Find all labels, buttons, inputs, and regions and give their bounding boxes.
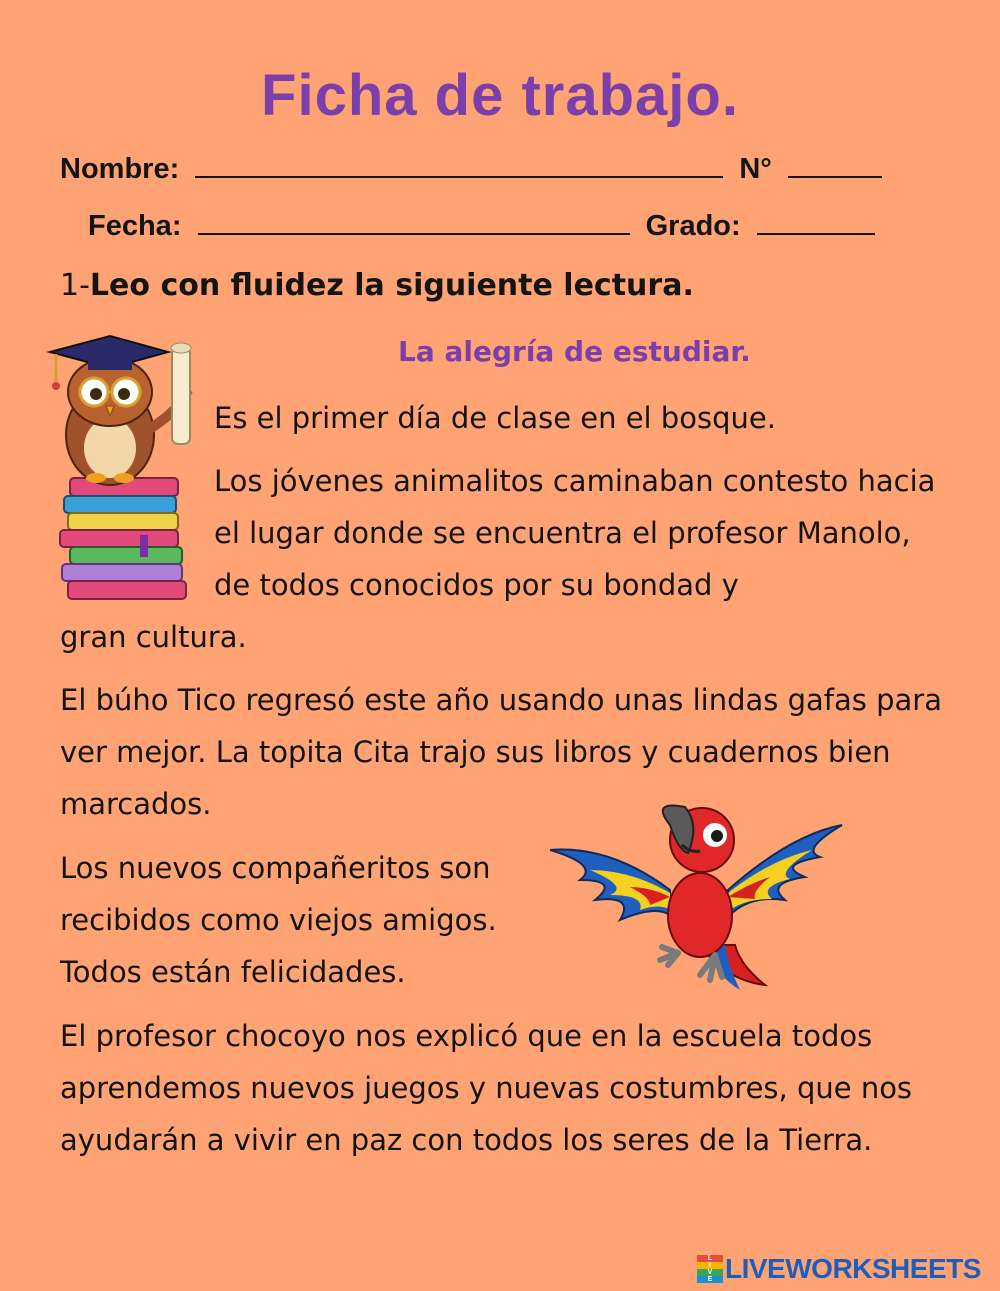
parrot-left-wing xyxy=(550,850,670,921)
name-blank[interactable] xyxy=(195,154,723,178)
owl-with-books-icon xyxy=(40,330,200,610)
number-label: N° xyxy=(739,153,772,185)
story-title: La alegría de estudiar. xyxy=(398,335,751,368)
liveworksheets-logo[interactable] xyxy=(697,1254,981,1284)
name-label: Nombre: xyxy=(60,153,180,185)
story-paragraph-1: Es el primer día de clase en el bosque. xyxy=(214,401,776,435)
liveworksheets-text: LIVEWORKSHEETS xyxy=(725,1253,981,1284)
page-title: Ficha de trabajo. xyxy=(261,63,739,128)
books-stack xyxy=(60,478,186,599)
grade-blank[interactable] xyxy=(757,211,875,235)
grade-label: Grado: xyxy=(645,210,741,242)
instruction-number: 1- xyxy=(60,268,90,303)
date-label: Fecha: xyxy=(88,210,182,242)
owl-body xyxy=(50,336,191,485)
date-blank[interactable] xyxy=(198,211,630,235)
story-paragraph-3: El búho Tico regresó este año usando unas lindas gafas para ver mejor. La topita Cita trajo sus libros y cuadernos bien marcados. xyxy=(60,683,942,821)
story-paragraph-5: El profesor chocoyo nos explicó que en la escuela todos aprendemos nuevos juegos y nuevas costumbres, que nos ayudarán a vivir en paz con todos los seres de la Tierra. xyxy=(60,1019,913,1157)
liveworksheets-icon: L I V E xyxy=(697,1255,723,1283)
instruction xyxy=(60,268,694,303)
name-row xyxy=(60,153,890,186)
instruction-text: Leo con fluidez la siguiente lectura. xyxy=(89,268,694,303)
story-paragraph-2-continued: gran cultura. xyxy=(60,620,247,654)
story-paragraph-4: Los nuevos compañeritos son recibidos como viejos amigos. Todos están felicidades. xyxy=(60,851,497,989)
red-parrot-icon xyxy=(550,795,850,995)
number-blank[interactable] xyxy=(788,154,882,178)
parrot-right-wing xyxy=(728,825,842,915)
story-paragraph-2: Los jóvenes animalitos caminaban contesto hacia el lugar donde se encuentra el profesor Manolo, de todos conocidos por su bondad y xyxy=(214,464,936,602)
date-row xyxy=(88,210,883,243)
